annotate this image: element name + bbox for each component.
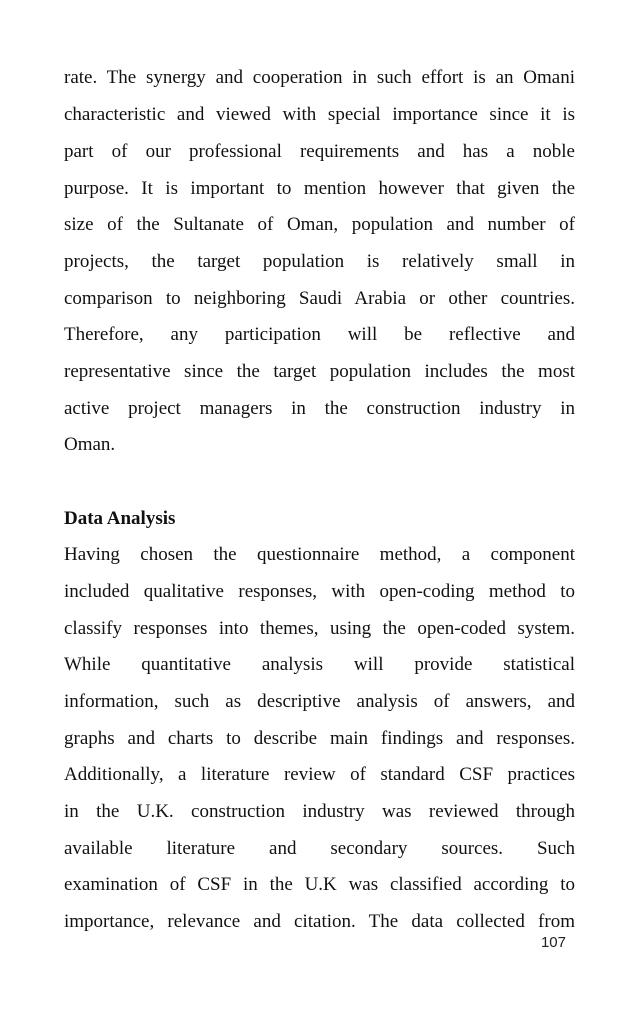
paragraph-line: included qualitative responses, with open-coding method to — [64, 581, 575, 602]
paragraph-line: graphs and charts to describe main findings and responses. — [64, 728, 575, 749]
paragraph-line: part of our professional requirements and has a noble — [64, 141, 575, 162]
paragraph-line: active project managers in the construction industry in — [64, 398, 575, 419]
paragraph-line: Therefore, any participation will be reflective and — [64, 324, 575, 345]
paragraph-line: purpose. It is important to mention however that given the — [64, 178, 575, 199]
paragraph-line: rate. The synergy and cooperation in such effort is an Omani — [64, 67, 575, 88]
section-heading: Data Analysis — [64, 508, 176, 529]
paragraph-line: Additionally, a literature review of standard CSF practices — [64, 764, 575, 785]
paragraph-line: size of the Sultanate of Oman, population and number of — [64, 214, 575, 235]
paragraph-line: classify responses into themes, using the open-coded system. — [64, 618, 575, 639]
paragraph-line: available literature and secondary sources. Such — [64, 838, 575, 859]
paragraph-line: projects, the target population is relatively small in — [64, 251, 575, 272]
paragraph-line: in the U.K. construction industry was reviewed through — [64, 801, 575, 822]
paragraph-line: Oman. — [64, 434, 116, 455]
paragraph-line: Having chosen the questionnaire method, a component — [64, 544, 575, 565]
paragraph-line: comparison to neighboring Saudi Arabia or other countries. — [64, 288, 575, 309]
paragraph-line: importance, relevance and citation. The data collected from — [64, 911, 575, 932]
page-number: 107 — [540, 934, 566, 951]
paragraph-line: While quantitative analysis will provide statistical — [64, 654, 575, 675]
paragraph-line: information, such as descriptive analysis of answers, and — [64, 691, 575, 712]
paragraph-line: examination of CSF in the U.K was classified according to — [64, 874, 575, 895]
paragraph-line: representative since the target population includes the most — [64, 361, 575, 382]
paragraph-line: characteristic and viewed with special importance since it is — [64, 104, 575, 125]
